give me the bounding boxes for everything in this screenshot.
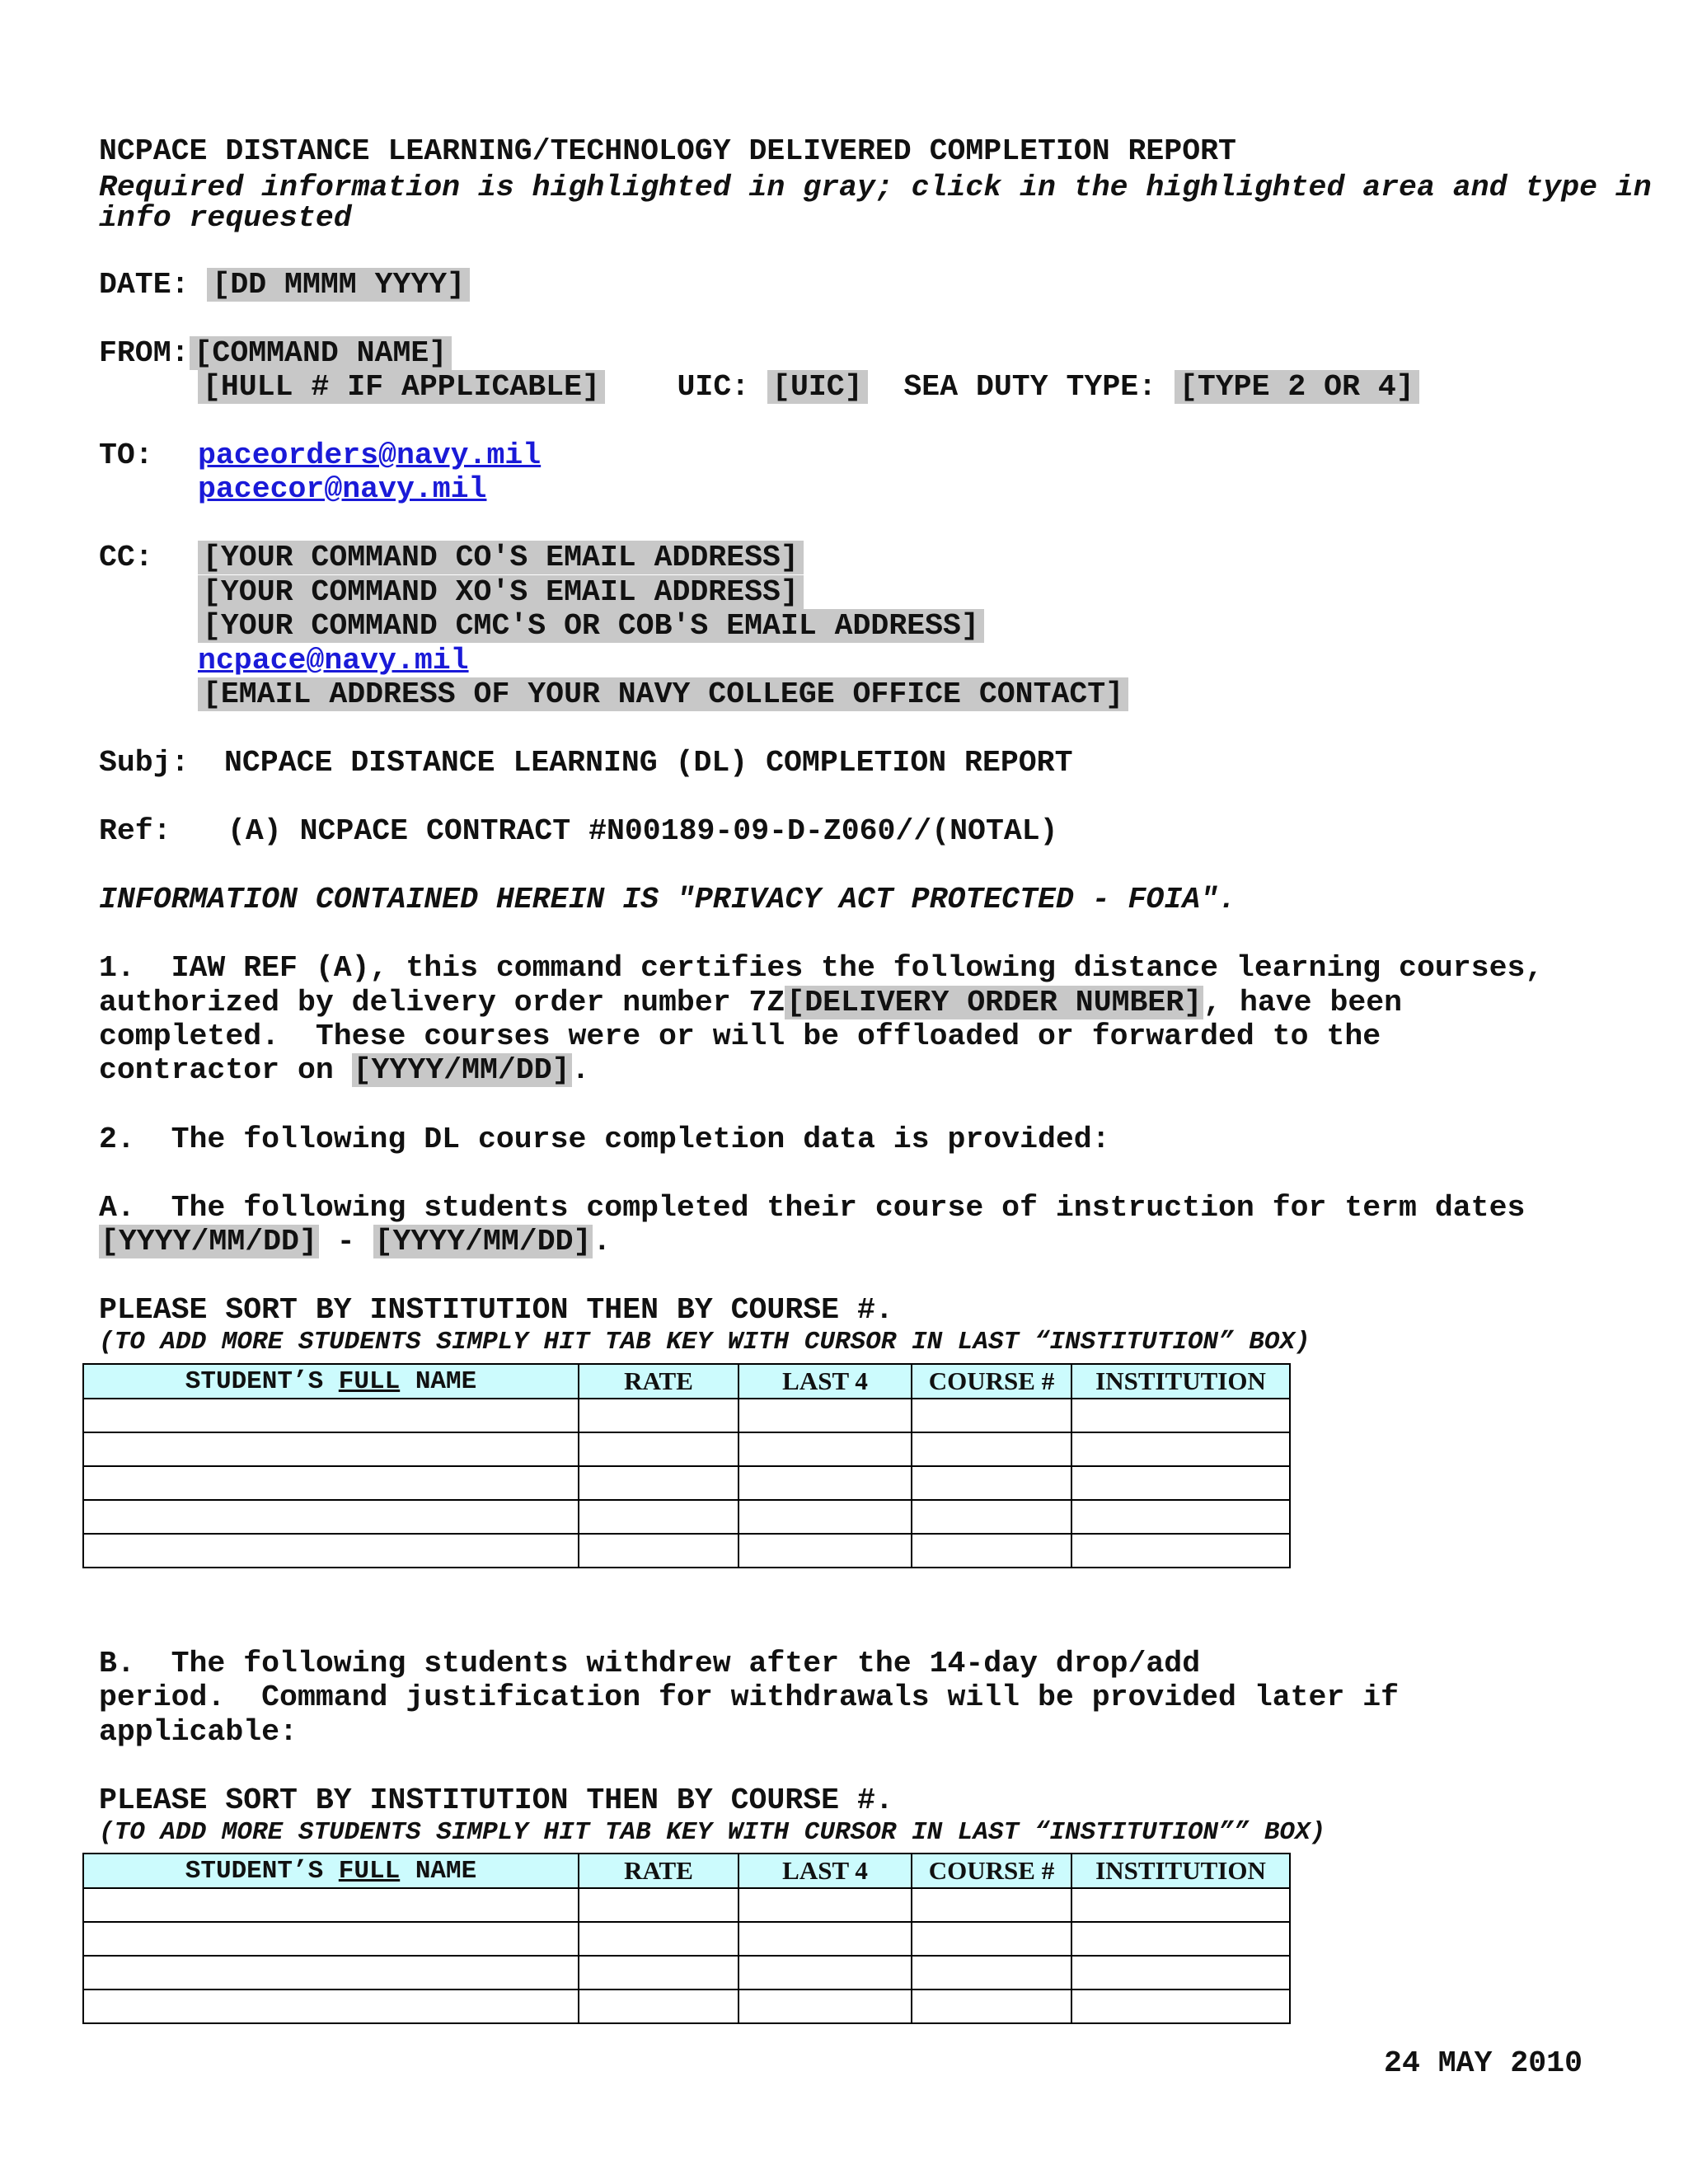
rate-cell[interactable] (579, 1922, 738, 1956)
cc-line-2 (198, 574, 804, 611)
rate-cell[interactable] (579, 1500, 738, 1534)
para1-line-2-text: authorized by delivery order number 7Z (99, 986, 785, 1019)
cc-line-5 (198, 677, 1128, 713)
course-cell[interactable] (912, 1888, 1071, 1922)
course-cell[interactable] (912, 1956, 1071, 1990)
table-header-row (83, 1364, 1290, 1399)
ncpace-email-link[interactable]: ncpace@navy.mil (198, 644, 469, 677)
cc-line-4 (198, 643, 469, 679)
header-name-post: NAME (400, 1856, 477, 1886)
footer-date: 24 MAY 2010 (1384, 2046, 1582, 2080)
hull-field[interactable]: [HULL # IF APPLICABLE] (198, 370, 605, 404)
table-row (83, 1399, 1290, 1432)
header-student-name (83, 1854, 579, 1888)
xo-email-field[interactable]: [YOUR COMMAND XO'S EMAIL ADDRESS] (198, 575, 804, 609)
last4-cell[interactable] (738, 1399, 912, 1432)
student-name-cell[interactable] (83, 1956, 579, 1990)
offload-date-field[interactable]: [YYYY/MM/DD] (353, 1053, 570, 1087)
nco-email-field[interactable]: [EMAIL ADDRESS OF YOUR NAVY COLLEGE OFFICE CONTACT] (198, 677, 1128, 711)
command-name-field[interactable]: [COMMAND NAME] (190, 336, 452, 370)
rate-cell[interactable] (579, 1888, 738, 1922)
date-label: DATE: (99, 268, 190, 302)
course-cell[interactable] (912, 1500, 1071, 1534)
term-start-field[interactable]: [YYYY/MM/DD] (101, 1225, 317, 1258)
subj-label: Subj: (99, 746, 190, 780)
section-b-line-2: period. Command justification for withdrawals will be provided later if (99, 1680, 1400, 1714)
uic-label: UIC: (677, 370, 750, 404)
header-course: COURSE # (912, 1364, 1071, 1399)
student-name-cell[interactable] (83, 1990, 579, 2023)
header-name-full: FULL (338, 1366, 401, 1396)
table-row (83, 1500, 1290, 1534)
header-institution: INSTITUTION (1071, 1364, 1290, 1399)
section-a-line-1: A. The following students completed their course of instruction for term dates (99, 1191, 1526, 1225)
table-header-row (83, 1854, 1290, 1888)
subj-text: NCPACE DISTANCE LEARNING (DL) COMPLETION REPORT (224, 746, 1073, 780)
table-row (83, 1990, 1290, 2023)
course-cell[interactable] (912, 1432, 1071, 1466)
rate-cell[interactable] (579, 1399, 738, 1432)
institution-cell[interactable] (1071, 1466, 1290, 1500)
student-name-cell[interactable] (83, 1922, 579, 1956)
student-name-cell[interactable] (83, 1399, 579, 1432)
sea-duty-field[interactable]: [TYPE 2 OR 4] (1175, 370, 1419, 404)
header-last4: LAST 4 (738, 1364, 912, 1399)
cc-label: CC: (99, 541, 153, 574)
student-name-cell[interactable] (83, 1888, 579, 1922)
date-field[interactable]: [DD MMMM YYYY] (207, 268, 470, 302)
table-row (83, 1888, 1290, 1922)
para1-line-4 (99, 1052, 589, 1089)
last4-cell[interactable] (738, 1432, 912, 1466)
section-a-line-2 (99, 1224, 611, 1260)
institution-cell[interactable] (1071, 1534, 1290, 1568)
ref-label: Ref: (99, 814, 171, 848)
completed-students-table (82, 1363, 1291, 1568)
cmc-email-field[interactable]: [YOUR COMMAND CMC'S OR COB'S EMAIL ADDRESS] (198, 609, 984, 643)
last4-cell[interactable] (738, 1534, 912, 1568)
pacecor-email-link[interactable]: pacecor@navy.mil (198, 472, 487, 506)
para1-line-4-end: . (571, 1053, 590, 1087)
rate-cell[interactable] (579, 1466, 738, 1500)
institution-cell[interactable] (1071, 1500, 1290, 1534)
header-name-pre: STUDENT’S (185, 1856, 339, 1886)
instructions-line-1: Required information is highlighted in gray; click in the highlighted area and type in (99, 171, 1652, 204)
course-cell[interactable] (912, 1399, 1071, 1432)
institution-cell[interactable] (1071, 1990, 1290, 2023)
hull-uic-line (198, 369, 1419, 405)
para1-line-2 (99, 985, 1402, 1021)
course-cell[interactable] (912, 1922, 1071, 1956)
header-rate: RATE (579, 1364, 738, 1399)
cc-line-3 (198, 608, 984, 644)
withdrawn-students-table (82, 1853, 1291, 2024)
from-line (99, 335, 452, 372)
header-rate: RATE (579, 1854, 738, 1888)
student-name-cell[interactable] (83, 1500, 579, 1534)
last4-cell[interactable] (738, 1888, 912, 1922)
table-row (83, 1534, 1290, 1568)
last4-cell[interactable] (738, 1956, 912, 1990)
term-date-end: . (593, 1225, 612, 1258)
header-name-post: NAME (400, 1366, 477, 1396)
section-a-sort-note: PLEASE SORT BY INSTITUTION THEN BY COURSE #. (99, 1293, 893, 1327)
section-b-tab-note: (TO ADD MORE STUDENTS SIMPLY HIT TAB KEY WITH CURSOR IN LAST “INSTITUTION”” BOX) (99, 1818, 1326, 1847)
student-name-cell[interactable] (83, 1432, 579, 1466)
uic-field[interactable]: [UIC] (767, 370, 868, 404)
institution-cell[interactable] (1071, 1432, 1290, 1466)
delivery-order-field[interactable]: [DELIVERY ORDER NUMBER] (786, 986, 1203, 1019)
student-name-cell[interactable] (83, 1466, 579, 1500)
header-name-pre: STUDENT’S (185, 1366, 339, 1396)
para1-line-4-text: contractor on (99, 1053, 352, 1087)
last4-cell[interactable] (738, 1466, 912, 1500)
para1-line-2-end: , have been (1203, 986, 1403, 1019)
rate-cell[interactable] (579, 1432, 738, 1466)
header-last4: LAST 4 (738, 1854, 912, 1888)
rate-cell[interactable] (579, 1990, 738, 2023)
course-cell[interactable] (912, 1466, 1071, 1500)
course-cell[interactable] (912, 1534, 1071, 1568)
term-date-separator: - (318, 1225, 373, 1258)
header-course: COURSE # (912, 1854, 1071, 1888)
date-line (99, 267, 470, 303)
header-institution: INSTITUTION (1071, 1854, 1290, 1888)
institution-cell[interactable] (1071, 1399, 1290, 1432)
header-name-full: FULL (338, 1856, 401, 1886)
course-cell[interactable] (912, 1990, 1071, 2023)
student-name-cell[interactable] (83, 1534, 579, 1568)
para1-line-1: 1. IAW REF (A), this command certifies the following distance learning courses, (99, 951, 1544, 985)
rate-cell[interactable] (579, 1956, 738, 1990)
sea-duty-label: SEA DUTY TYPE: (903, 370, 1157, 404)
table-row (83, 1466, 1290, 1500)
paceorders-email-link[interactable]: paceorders@navy.mil (198, 438, 542, 472)
header-student-name (83, 1364, 579, 1399)
institution-cell[interactable] (1071, 1956, 1290, 1990)
rate-cell[interactable] (579, 1534, 738, 1568)
to-label: TO: (99, 438, 153, 472)
ref-text: (A) NCPACE CONTRACT #N00189-09-D-Z060//(NOTAL) (227, 814, 1058, 848)
to-email-2 (198, 471, 486, 508)
table-row (83, 1956, 1290, 1990)
table-row (83, 1922, 1290, 1956)
last4-cell[interactable] (738, 1500, 912, 1534)
table-row (83, 1432, 1290, 1466)
section-b-line-1: B. The following students withdrew after the 14-day drop/add (99, 1647, 1201, 1680)
cc-line-1 (198, 540, 804, 576)
section-a-tab-note: (TO ADD MORE STUDENTS SIMPLY HIT TAB KEY WITH CURSOR IN LAST “INSTITUTION” BOX) (99, 1328, 1311, 1357)
last4-cell[interactable] (738, 1990, 912, 2023)
co-email-field[interactable]: [YOUR COMMAND CO'S EMAIL ADDRESS] (198, 541, 804, 574)
from-label: FROM: (99, 336, 190, 370)
document-title: NCPACE DISTANCE LEARNING/TECHNOLOGY DELIVERED COMPLETION REPORT (99, 134, 1236, 168)
term-end-field[interactable]: [YYYY/MM/DD] (374, 1225, 592, 1258)
section-b-sort-note: PLEASE SORT BY INSTITUTION THEN BY COURSE #. (99, 1783, 893, 1817)
to-email-1 (198, 438, 541, 474)
para1-line-3: completed. These courses were or will be offloaded or forwarded to the (99, 1019, 1381, 1053)
institution-cell[interactable] (1071, 1888, 1290, 1922)
para2-text: 2. The following DL course completion data is provided: (99, 1122, 1110, 1156)
last4-cell[interactable] (738, 1922, 912, 1956)
completed-students-rows (83, 1399, 1290, 1568)
withdrawn-students-rows (83, 1888, 1290, 2023)
instructions-line-2: info requested (99, 201, 352, 235)
institution-cell[interactable] (1071, 1922, 1290, 1956)
privacy-notice: INFORMATION CONTAINED HEREIN IS "PRIVACY ACT PROTECTED - FOIA". (99, 883, 1236, 916)
section-b-line-3: applicable: (99, 1715, 298, 1749)
